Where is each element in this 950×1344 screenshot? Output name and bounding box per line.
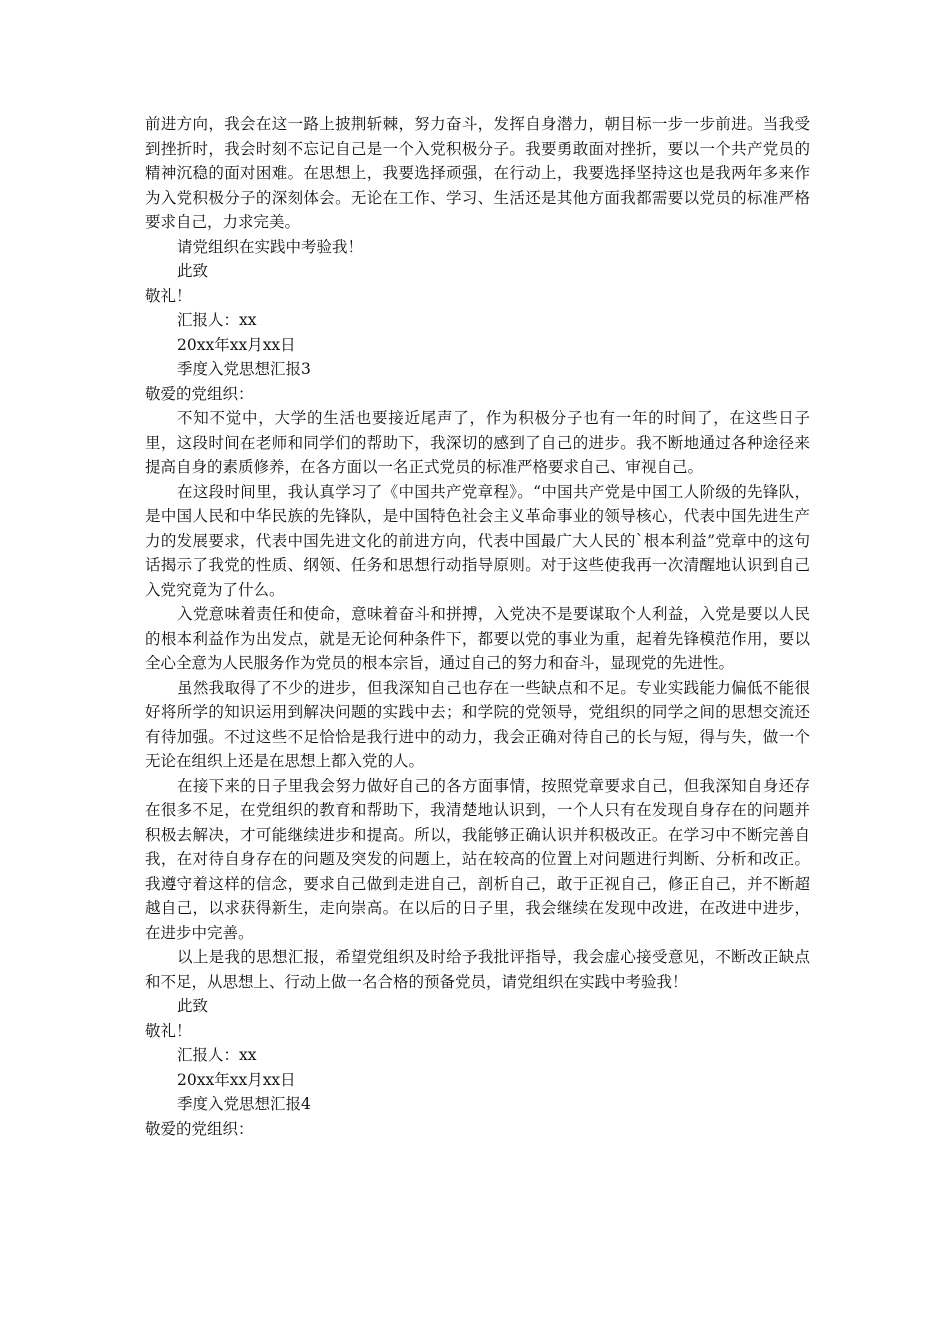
reporter-name: 汇报人：xx xyxy=(177,311,257,329)
closing-salutation: 此致 xyxy=(177,262,209,280)
paragraph-continuation: 前进方向，我会在这一路上披荆斩棘，努力奋斗，发挥自身潜力，朝目标一步一步前进。当我受到挫折时，我会时刻不忘记自己是一个入党积极分子。我要勇敢面对挫折，要以一个共产党员的精神沉稳的面对困难。在思想上，我要选择顽强，在行动上，我要选择坚持这也是我两年多来作为入党积极分子的深刻体会。无论在工作、学习、生活还是其他方面我都需要以党员的标准严格要求自己，力求完美。 xyxy=(145,115,810,231)
closing-salutation: 此致 xyxy=(177,997,209,1015)
paragraph: 入党意味着责任和使命，意味着奋斗和拼搏，入党决不是要谋取个人利益，入党是要以人民的根本利益作为出发点，就是无论何种条件下，都要以党的事业为重，起着先锋模范作用，要以全心全意为人民服务作为党员的根本宗旨，通过自己的努力和奋斗，显现党的先进性。 xyxy=(145,605,810,672)
closing-regards: 敬礼！ xyxy=(145,286,192,305)
reporter-name: 汇报人：xx xyxy=(177,1046,257,1064)
closing-regards: 敬礼！ xyxy=(145,1021,192,1040)
report-date: 20xx年xx月xx日 xyxy=(177,335,296,354)
greeting: 敬爱的党组织： xyxy=(145,1119,254,1138)
section-title-3: 季度入党思想汇报3 xyxy=(177,360,311,378)
paragraph: 以上是我的思想汇报，希望党组织及时给予我批评指导，我会虚心接受意见，不断改正缺点和不足，从思想上、行动上做一名合格的预备党员，请党组织在实践中考验我！ xyxy=(145,948,810,991)
paragraph: 虽然我取得了不少的进步，但我深知自己也存在一些缺点和不足。专业实践能力偏低不能很好将所学的知识运用到解决问题的实践中去；和学院的党领导，党组织的同学之间的思想交流还有待加强。不过这些不足恰恰是我行进中的动力，我会正确对待自己的长与短，得与失，做一个无论在组织上还是在思想上都入党的人。 xyxy=(145,678,810,770)
paragraph: 在这段时间里，我认真学习了《中国共产党章程》。“中国共产党是中国工人阶级的先锋队，是中国人民和中华民族的先锋队，是中国特色社会主义革命事业的领导核心，代表中国先进生产力的发展要求，代表中国先进文化的前进方向，代表中国最广大人民的`根本利益”党章中的这句话揭示了我党的性质、纲领、任务和思想行动指导原则。对于这些使我再一次清醒地认识到自己入党究竟为了什么。 xyxy=(145,482,810,599)
request-line: 请党组织在实践中考验我！ xyxy=(177,237,364,256)
paragraph: 在接下来的日子里我会努力做好自己的各方面事情，按照党章要求自己，但我深知自身还存在很多不足，在党组织的教育和帮助下，我清楚地认识到，一个人只有在发现自身存在的问题并积极去解决，才可能继续进步和提高。所以，我能够正确认识并积极改正。在学习中不断完善自我，在对待自身存在的问题及突发的问题上，站在较高的位置上对问题进行判断、分析和改正。我遵守着这样的信念，要求自己做到走进自己，剖析自己，敢于正视自己，修正自己，并不断超越自己，以求获得新生，走向崇高。在以后的日子里，我会继续在发现中改进，在改进中进步，在进步中完善。 xyxy=(145,776,810,942)
report-date: 20xx年xx月xx日 xyxy=(177,1070,296,1089)
section-title-4: 季度入党思想汇报4 xyxy=(177,1095,311,1113)
document-page xyxy=(145,112,810,1141)
greeting: 敬爱的党组织： xyxy=(145,384,254,403)
paragraph: 不知不觉中，大学的生活也要接近尾声了，作为积极分子也有一年的时间了，在这些日子里，这段时间在老师和同学们的帮助下，我深切的感到了自己的进步。我不断地通过各种途径来提高自身的素质修养，在各方面以一名正式党员的标准严格要求自己、审视自己。 xyxy=(145,409,810,476)
